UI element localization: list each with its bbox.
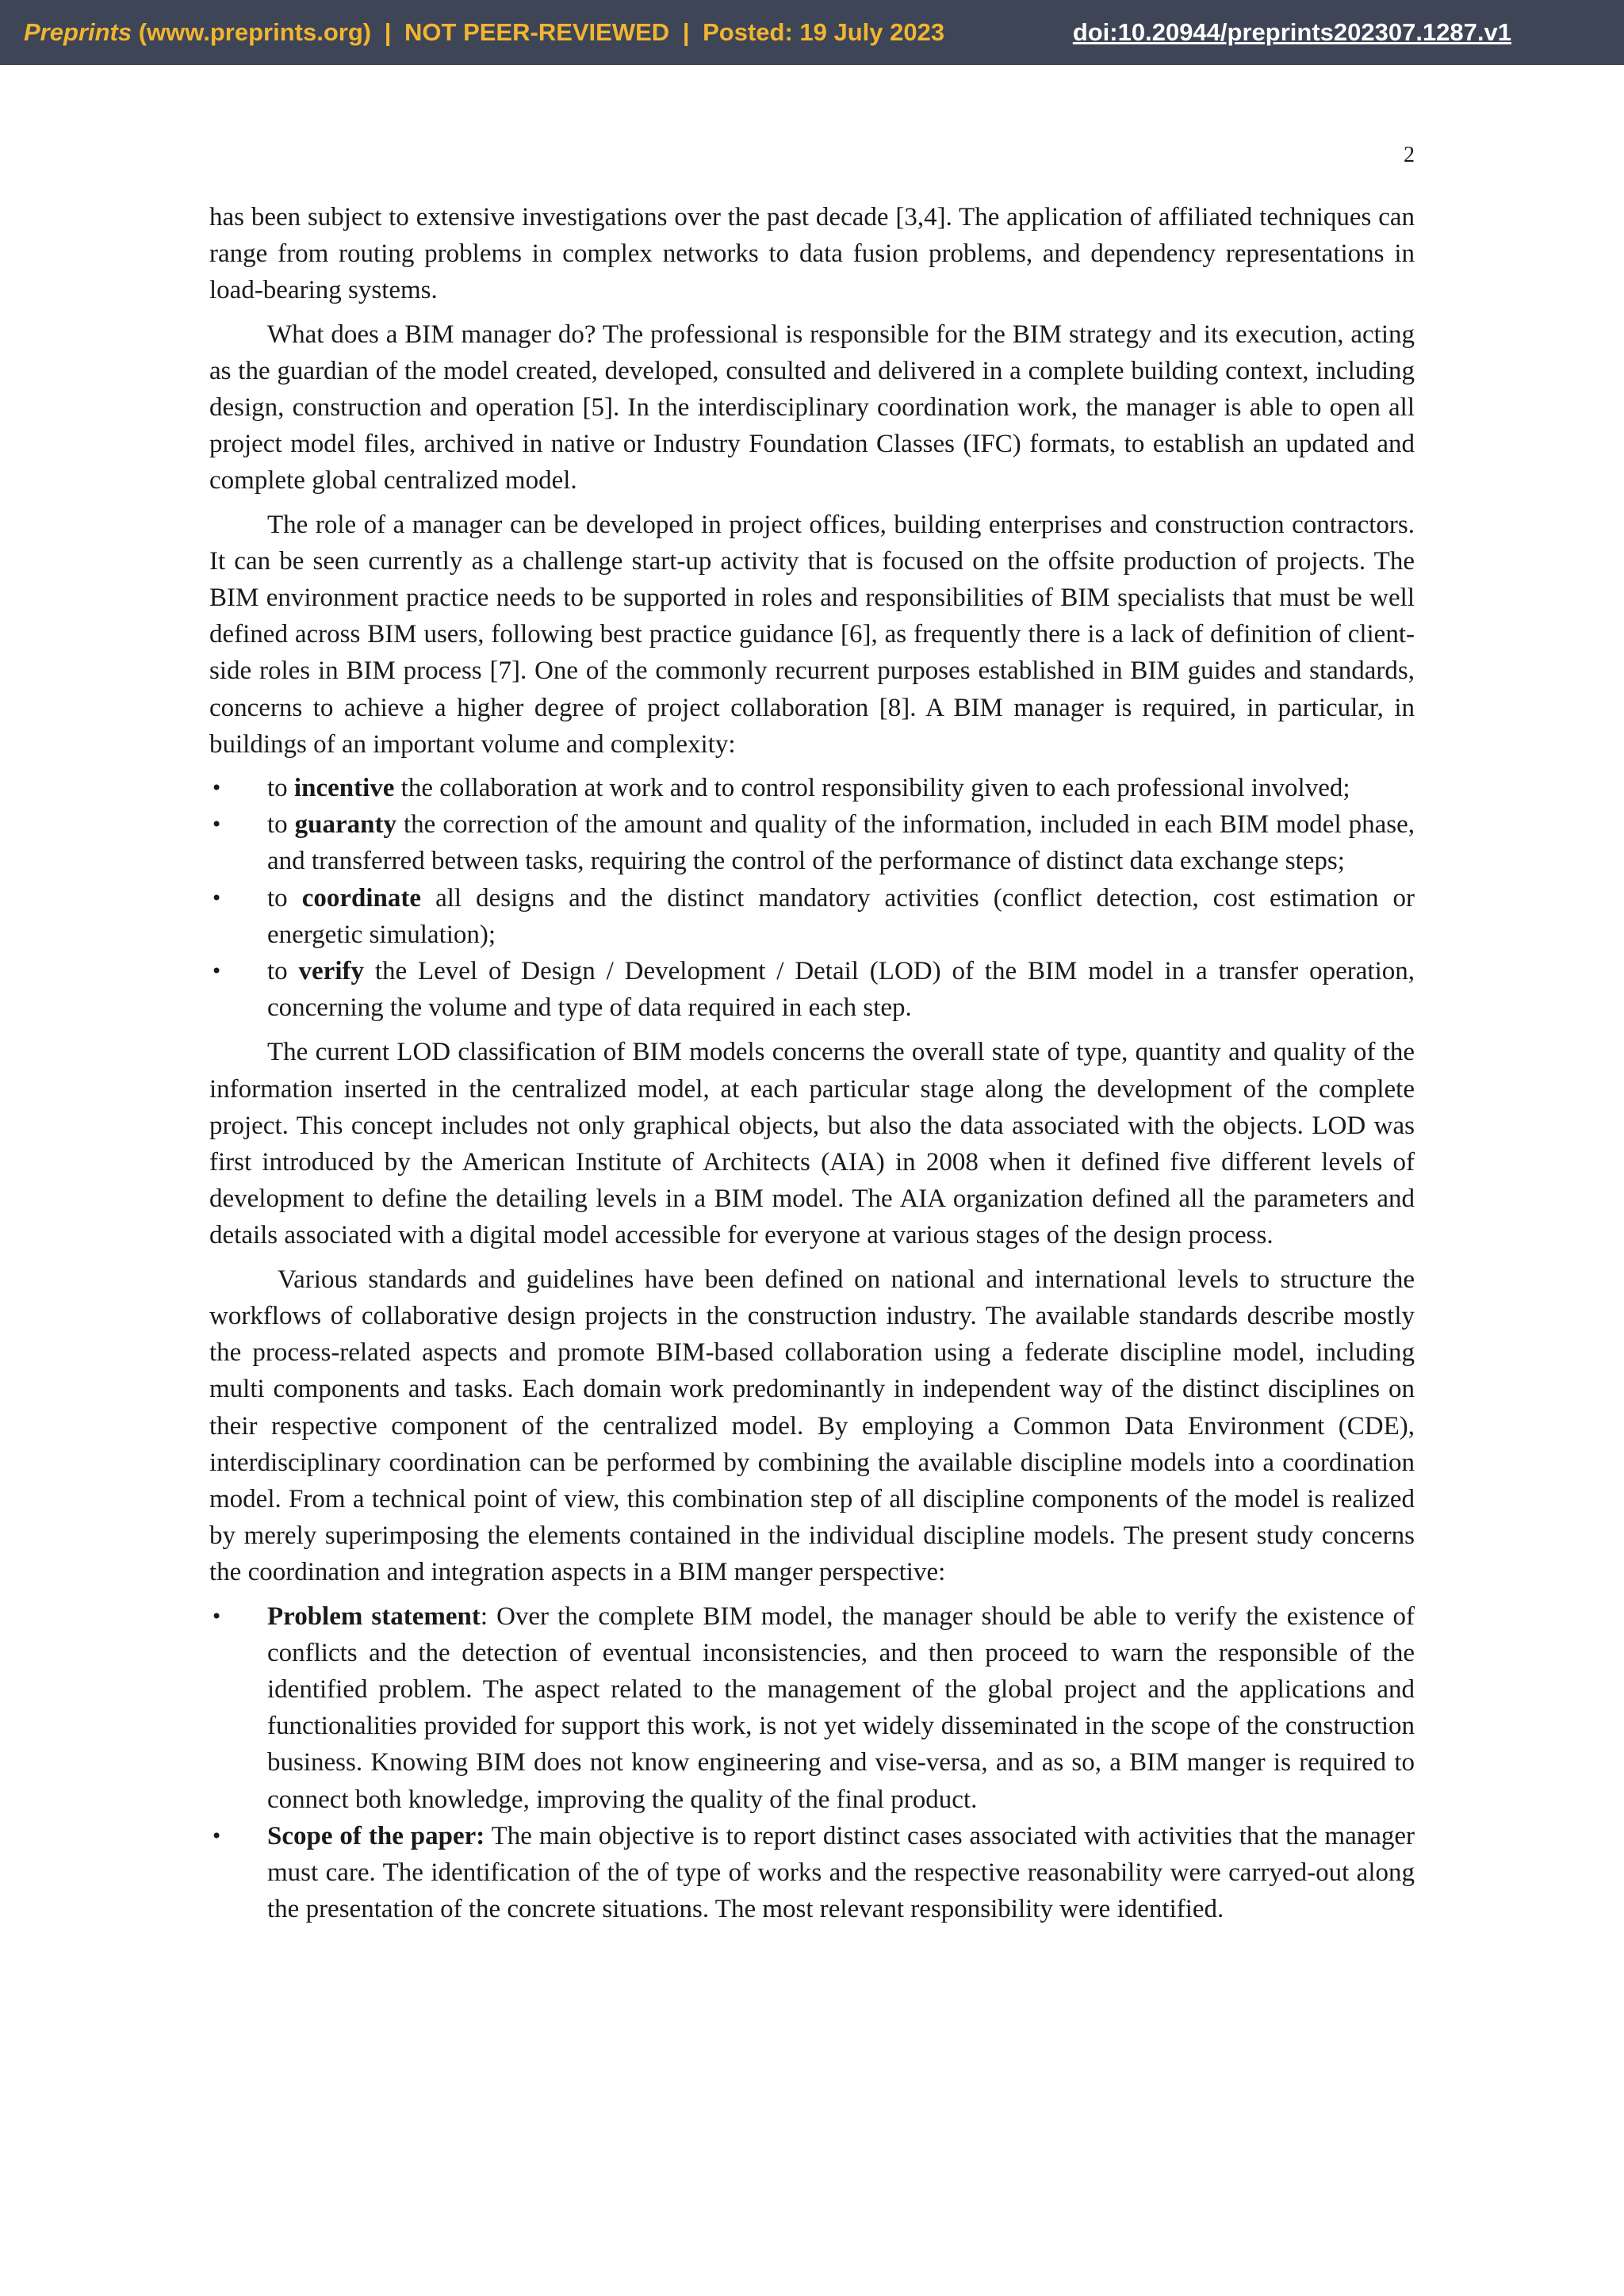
doi-link[interactable]: doi:10.20944/preprints202307.1287.v1 [1072,18,1511,46]
paragraph: Various standards and guidelines have been defined on national and international levels to structure the workflows of collaborative design projects in the construction industry. The available standards describe mostly the process-related aspects and promote BIM-based collaboration using a federate discipline model, including multi components and tasks. Each domain work predominantly in independent way of the distinct disciplines on their respective component of the centralized model. By employing a Common Data Environment (CDE), interdisciplinary coordination can be performed by combining the available discipline models into a coordination model. From a technical point of view, this combination step of all discipline components of the model is realized by merely superimposing the elements contained in the individual discipline models. The present study concerns the coordination and integration aspects in a BIM manger perspective: [209,1265,1415,1587]
bold-term: incentive [293,774,395,803]
study-scope-list [209,1598,1415,1928]
posted-date: Posted: 19 July 2023 [703,18,945,46]
page-number: 2 [1404,143,1415,167]
bold-term: verify [298,957,364,986]
list-item: • to coordinate all designs and the distinct mandatory activities (conflict detection, cost estimation or energetic simulation); [209,880,1415,953]
list-item: • to verify the Level of Design / Development / Detail (LOD) of the BIM model in a transfer operation, concerning the volume and type of data required in each step. [209,953,1415,1026]
preprints-site-link[interactable]: (www.preprints.org) [138,18,372,46]
list-item: • Scope of the paper: The main objective is to report distinct cases associated with activities that the manager must care. The identification of the of type of works and the respective reasonability were carryed-out along the presentation of the concrete situations. The most relevant responsibility were identified. [209,1818,1415,1928]
list-item: • to guaranty the correction of the amount and quality of the information, included in each BIM model phase, and transferred between tasks, requiring the control of the performance of distinct data exchange steps; [209,806,1415,879]
banner-info [24,0,944,65]
list-item: • to incentive the collaboration at work and to control responsibility given to each professional involved; [209,770,1415,806]
paragraph: has been subject to extensive investigations over the past decade [3,4]. The application of affiliated techniques can range from routing problems in complex networks to data fusion problems, and dependency representations in load-bearing systems. [209,203,1415,305]
paragraph: The role of a manager can be developed in project offices, building enterprises and construction contractors. It can be seen currently as a challenge start-up activity that is focused on the offsite production of projects. The BIM environment practice needs to be supported in roles and responsibilities of BIM specialists that must be well defined across BIM users, following best practice guidance [6], as frequently there is a lack of definition of client-side roles in BIM process [7]. One of the commonly recurrent purposes established in BIM guides and standards, concerns to achieve a higher degree of project collaboration [8]. A BIM manager is required, in particular, in buildings of an important volume and complexity: [209,510,1415,759]
article-body [209,199,1415,1935]
preprints-brand[interactable]: Preprints [24,18,132,46]
list-item: • Problem statement: Over the complete BIM model, the manager should be able to verify the existence of conflicts and the detection of eventual inconsistencies, and then proceed to warn the responsible of the identified problem. The aspect related to the management of the global project and the applications and functionalities provided for support this work, is not yet widely disseminated in the scope of the construction business. Knowing BIM does not know engineering and vise-versa, and as so, a BIM manger is required to connect both knowledge, improving the quality of the final product. [209,1598,1415,1818]
manager-duties-list [209,770,1415,1026]
banner-separator: | [682,18,690,46]
preprint-banner [0,0,1624,65]
peer-review-status: NOT PEER-REVIEWED [404,18,670,46]
paragraph: The current LOD classification of BIM models concerns the overall state of type, quantity and quality of the information inserted in the centralized model, at each particular stage along the development of the complete project. This concept includes not only graphical objects, but also the data associated with the objects. LOD was first introduced by the American Institute of Architects (AIA) in 2008 when it defined five different levels of development to define the detailing levels in a BIM model. The AIA organization defined all the parameters and details associated with a digital model accessible for everyone at various stages of the design process. [209,1038,1415,1250]
bold-term: coordinate [301,883,422,913]
bold-term: Problem statement [267,1601,481,1631]
banner-separator: | [384,18,392,46]
bold-term: guaranty [294,810,397,840]
paragraph: What does a BIM manager do? The professional is responsible for the BIM strategy and its execution, acting as the guardian of the model created, developed, consulted and delivered in a complete building context, including design, construction and operation [5]. In the interdisciplinary coordination work, the manager is able to open all project model files, archived in native or Industry Foundation Classes (IFC) formats, to establish an updated and complete global centralized model. [209,320,1415,496]
bold-term: Scope of the paper: [267,1821,485,1850]
